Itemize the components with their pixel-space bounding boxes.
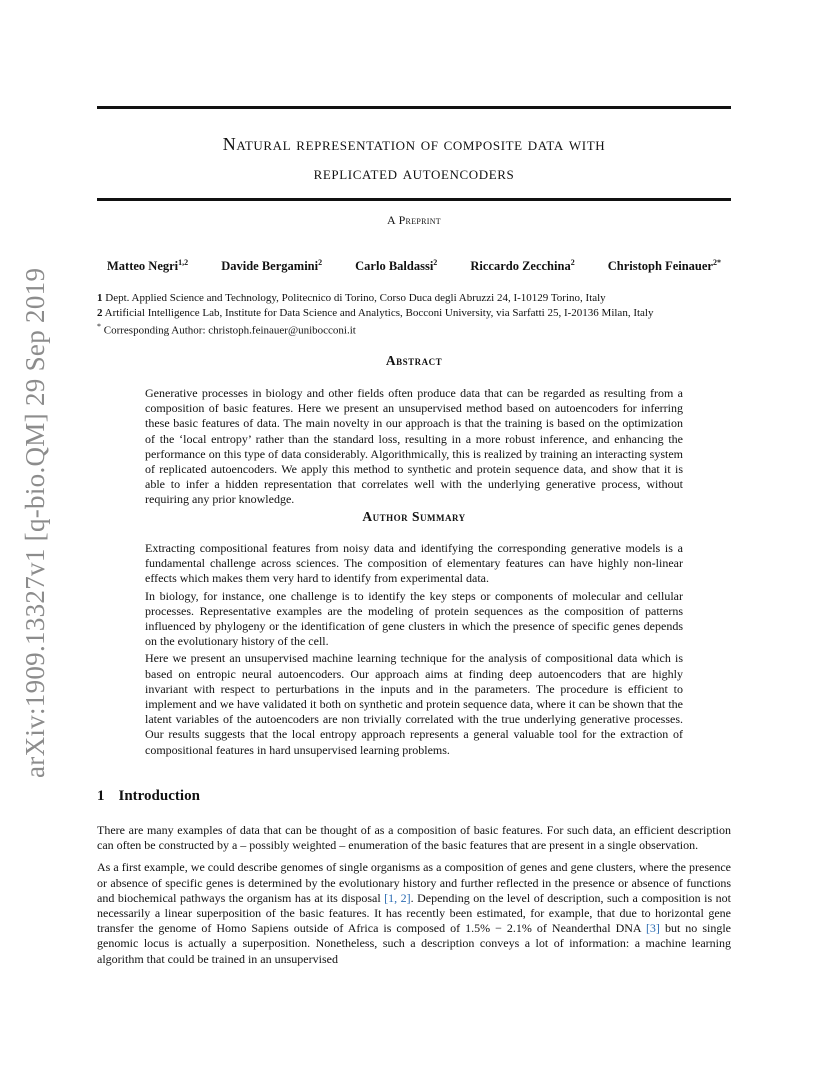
abstract-paragraph: Generative processes in biology and other fields often produce data that can be regarded as resulting from a composition of basic features. Here we present an unsupervised method based on autoencoders for inferring these basic features of data. The main novelty in our approach is that the training is based on the optimization of the ‘local entropy’ rather than the standard loss, resulting in a more robust inference, and enhancing the performance on this type of data considerably. Algorithmically, this is realized by training an interacting system of replicated autoencoders. We apply this method to synthetic and protein sequence data, and show that it is able to infer a hidden representation that correlates well with the underlying generative process, without requiring any prior knowledge. [145, 386, 683, 507]
author: Christoph Feinauer$^{2*}$ [607, 258, 721, 274]
affiliation: 1 Dept. Applied Science and Technology, Politecnico di Torino, Corso Duca degli Abruzzi 24, I-10129 Torino, Italy [97, 292, 606, 304]
abstract-body [145, 386, 683, 510]
title-line-2: replicated autoencoders [313, 163, 515, 183]
intro-paragraph: As a first example, we could describe genomes of single organisms as a composition of genes and gene clusters, where the presence or absence of specific genes is determined by the evolutionary history and further reflected in the presence or absence of functions and biochemical pathways the organism has at its disposal [1, 2]. Depending on the level of description, such a composition is not necessarily a linear superposition of the basic features. It has recently been estimated, for example, that due to horizontal gene transfer the genome of Homo Sapiens outside of Africa is composed of 1.5% − 2.1% of Neanderthal DNA [3] but no single genomic locus is actually a superposition. Nonetheless, such a description conveys a lot of information: a machine learning algorithm that could be trained in an unsupervised [97, 860, 731, 966]
summary-paragraph: Here we present an unsupervised machine learning technique for the analysis of compositional data which is based on entropic neural autoencoders. Our approach aims at finding deep autoencoders that are highly invariant with respect to perturbations in the inputs and in the parameters. The procedure is efficient to implement and we have validated it both on synthetic and protein sequence data, where it can be shown that the latent variables of the autoencoders are non trivially correlated with the true underlying generative processes. Our results suggests that the local entropy approach represents a general valuable tool for the extraction of compositional features in hard unsupervised learning problems. [145, 651, 683, 757]
affiliation-corresponding: * Corresponding Author: christoph.feinauer@unibocconi.it [97, 322, 356, 337]
author: Riccardo Zecchina$^2$ [470, 258, 575, 274]
author-summary-body [145, 541, 683, 760]
title-line-1: Natural representation of composite data with [222, 134, 606, 154]
arxiv-stamp: arXiv:1909.13327v1 [q-bio.QM] 29 Sep 2019 [20, 267, 50, 778]
affiliation: 2 Artificial Intelligence Lab, Institute for Data Science and Analytics, Bocconi University, via Sarfatti 25, I-20136 Milan, Italy [97, 306, 654, 319]
author-list [97, 258, 731, 274]
paper-title [97, 130, 731, 188]
author: Davide Bergamini$^2$ [221, 258, 323, 274]
preprint-label: A Preprint [386, 213, 441, 227]
section-heading-introduction [97, 788, 200, 805]
title-rule-bottom [97, 198, 731, 201]
title-rule-top [97, 106, 731, 109]
section-number: 1 [97, 788, 105, 804]
citation-link[interactable]: [1, 2] [384, 890, 411, 905]
citation-link[interactable]: [3] [645, 921, 660, 936]
summary-paragraph: In biology, for instance, one challenge is to identify the key steps or components of molecular and cellular processes. Representative examples are the modeling of protein sequences as the composition of patterns influenced by phylogeny or the identification of gene clusters in which the presence of specific genes depends on the evolutionary history of the cell. [145, 588, 683, 649]
summary-paragraph: Extracting compositional features from noisy data and identifying the corresponding generative models is a fundamental challenge across sciences. The composition of elementary features can have highly non-linear effects which makes them very hard to identify from experimental data. [145, 541, 683, 586]
affiliations [97, 291, 737, 338]
introduction-body [97, 823, 731, 974]
abstract-heading: Abstract [385, 353, 443, 368]
intro-paragraph: There are many examples of data that can be thought of as a composition of basic features. For such data, an efficient description can often be constructed by a – possibly weighted – enumeration of the basic features that are present in a single observation. [97, 823, 731, 853]
author: Matteo Negri$^{1,2}$ [107, 258, 189, 274]
section-title: Introduction [118, 788, 200, 804]
author: Carlo Baldassi$^2$ [355, 258, 438, 274]
author-summary-heading: Author Summary [362, 509, 466, 524]
